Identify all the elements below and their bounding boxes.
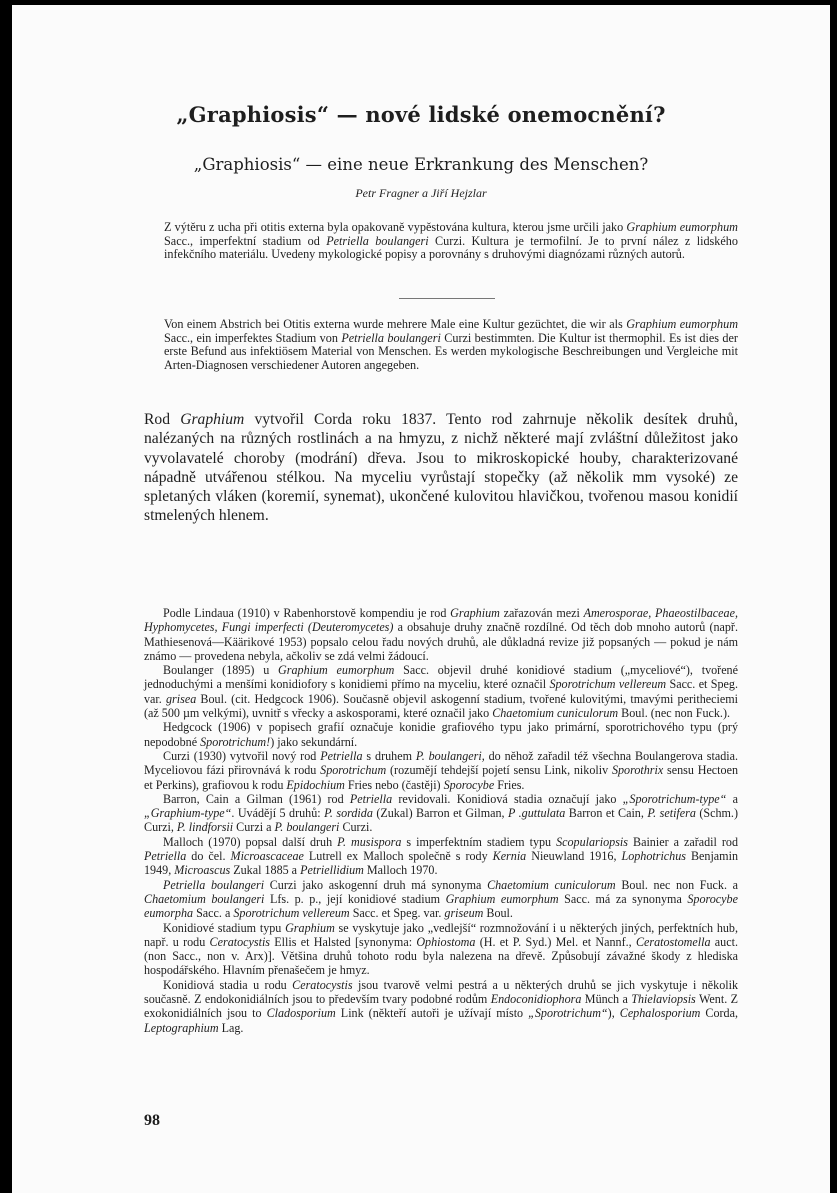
body-paragraph: Konidiové stadium typu Graphium se vyskytuje jako „vedlejší“ rozmnožování i u některých jiných, perfektních hub, např. u rodu Ceratocystis Ellis et Halsted [synonyma: Ophiostoma (H. et P. Syd.) Mel. et Nannf., Ceratostomella auct. (non Sacc., non v. Arx)]. Většina druhů tohoto rodu byla nalezena na dřevě. Způsobují závažné škody z hlediska hospodářského. Hlavním přenašečem je hmyz. [144,920,738,978]
body-paragraph: Konidiová stadia u rodu Ceratocystis jsou tvarově velmi pestrá a u některých druhů se jich vyskytuje i několik současně. Z endokonidiálních jsou to především tvary podobné rodům Endoconidiophora Münch a Thielaviopsis Went. Z exokonidiálních jsou to Cladosporium Link (někteří autoři je užívají místo „Sporotrichum“), Cephalosporium Corda, Leptographium Lag. [144,977,739,1035]
intro-paragraph: Rod Graphium vytvořil Corda roku 1837. Tento rod zahrnuje několik desítek druhů, nalézaných na různých rostlinách a na hmyzu, z nichž některé mají zvláštní důležitost jako vyvolavatelé choroby (modrání) dřeva. Jsou to mikroskopické houby, charakterizované nápadně utvářenou stélkou. Na myceliu vyrůstají stopečky (až několik mm vysoké) ze spletaných vláken (koremií, synemat), ukončené kulovitou hlavičkou, tvořenou masou konidií stmelených hlenem. [144,411,738,525]
body-paragraph: Petriella boulangeri Curzi jako askogenní druh má synonyma Chaetomium cuniculorum Boul. nec non Fuck. a Chaetomium boulangeri Lfs. p. p., její konidiové stadium Graphium eumorphum Sacc. má za synonyma Sporocybe eumorpha Sacc. a Sporotrichum vellereum Sacc. et Speg. var. griseum Boul. [144,877,739,921]
abstract-divider [399,298,495,299]
abstract-german: Von einem Abstrich bei Otitis externa wurde mehrere Male eine Kultur gezüchtet, die wir als Graphium eumorphum Sacc., ein imperfektes Stadium von Petriella boulangeri Curzi bestimmten. Die Kultur ist thermophil. Es ist dies der erste Befund aus infektiösem Material von Menschen. Es werden mykologische Beschreibungen und Vergleiche mit Arten-Diagnosen verschiedener Autoren angegeben. [164,317,738,372]
body-paragraph: Barron, Cain a Gilman (1961) rod Petriella revidovali. Konidiová stadia označují jako „Sporotrichum-type“ a „Graphium-type“. Uvádějí 5 druhů: P. sordida (Zukal) Barron et Gilman, P .guttulata Barron et Cain, P. setifera (Schm.) Curzi, P. lindforsii Curzi a P. boulangeri Curzi. [144,791,738,835]
article-title: „Graphiosis“ — nové lidské onemocnění? [176,102,666,127]
body-paragraph: Podle Lindaua (1910) v Rabenhorstově kompendiu je rod Graphium zařazován mezi Amerosporae, Phaeostilbaceae, Hyphomycetes, Fungi imperfecti (Deuteromycetes) a obsahuje druhy značně rozdílné. Od těch dob mnoho autorů (např. Mathiesenová—Käärikové 1953) popsalo celou řadu nových druhů, ale důkladná revize již popsaných — pokud je nám známo — provedena nebyla, ačkoliv se zdá velmi žádoucí. [144,606,738,663]
body-paragraph: Hedgcock (1906) v popisech grafií označuje konidie grafiového typu jako primární, sporotrichového typu (prý nepodobné Sporotrichum!) jako sekundární. [144,720,738,749]
journal-page [12,5,830,1193]
body-paragraph: Malloch (1970) popsal další druh P. musispora s imperfektním stadiem typu Scopulariopsis Bainier a zařadil rod Petriella do čel. Microascaceae Lutrell ex Malloch společně s rody Kernia Nieuwland 1916, Lophotrichus Benjamin 1949, Microascus Zukal 1885 a Petriellidium Malloch 1970. [144,834,739,878]
page-number: 98 [144,1112,160,1129]
body-paragraph: Curzi (1930) vytvořil nový rod Petriella s druhem P. boulangeri, do něhož zařadil též všechna Boulangerova stadia. Myceliovou fázi přirovnává k rodu Sporotrichum (rozumějí tehdejší pojetí sensu Link, nikoliv Sporothrix sensu Hectoen et Perkins), grafiovou k rodu Epidochium Fries nebo (častěji) Sporocybe Fries. [144,748,739,792]
body-text [144,606,738,1035]
abstract-czech: Z výtěru z ucha při otitis externa byla opakovaně vypěstována kultura, kterou jsme určili jako Graphium eumorphum Sacc., imperfektní stadium od Petriella boulangeri Curzi. Kultura je termofilní. Je to první nález z lidského infekčního materiálu. Uvedeny mykologické popisy a porovnány s druhovými diagnózami různých autorů. [164,220,738,262]
article-authors: Petr Fragner a Jiří Hejzlar [355,186,487,200]
body-paragraph: Boulanger (1895) u Graphium eumorphum Sacc. objevil druhé konidiové stadium („myceliové“), tvořené jednoduchými a menšími konidiofory s konidiemi přímo na myceliu, které označil Sporotrichum vellereum Sacc. et Speg. var. grisea Boul. (cit. Hedgcock 1906). Současně objevil askogenní stadium, tvořené kulovitými, tmavými peritheciemi (až 500 µm velkými), uvnitř s vřecky a askosporami, které označil jako Chaetomium cuniculorum Boul. (nec non Fuck.). [144,663,738,721]
article-subtitle-german: „Graphiosis“ — eine neue Erkrankung des Menschen? [193,155,649,174]
